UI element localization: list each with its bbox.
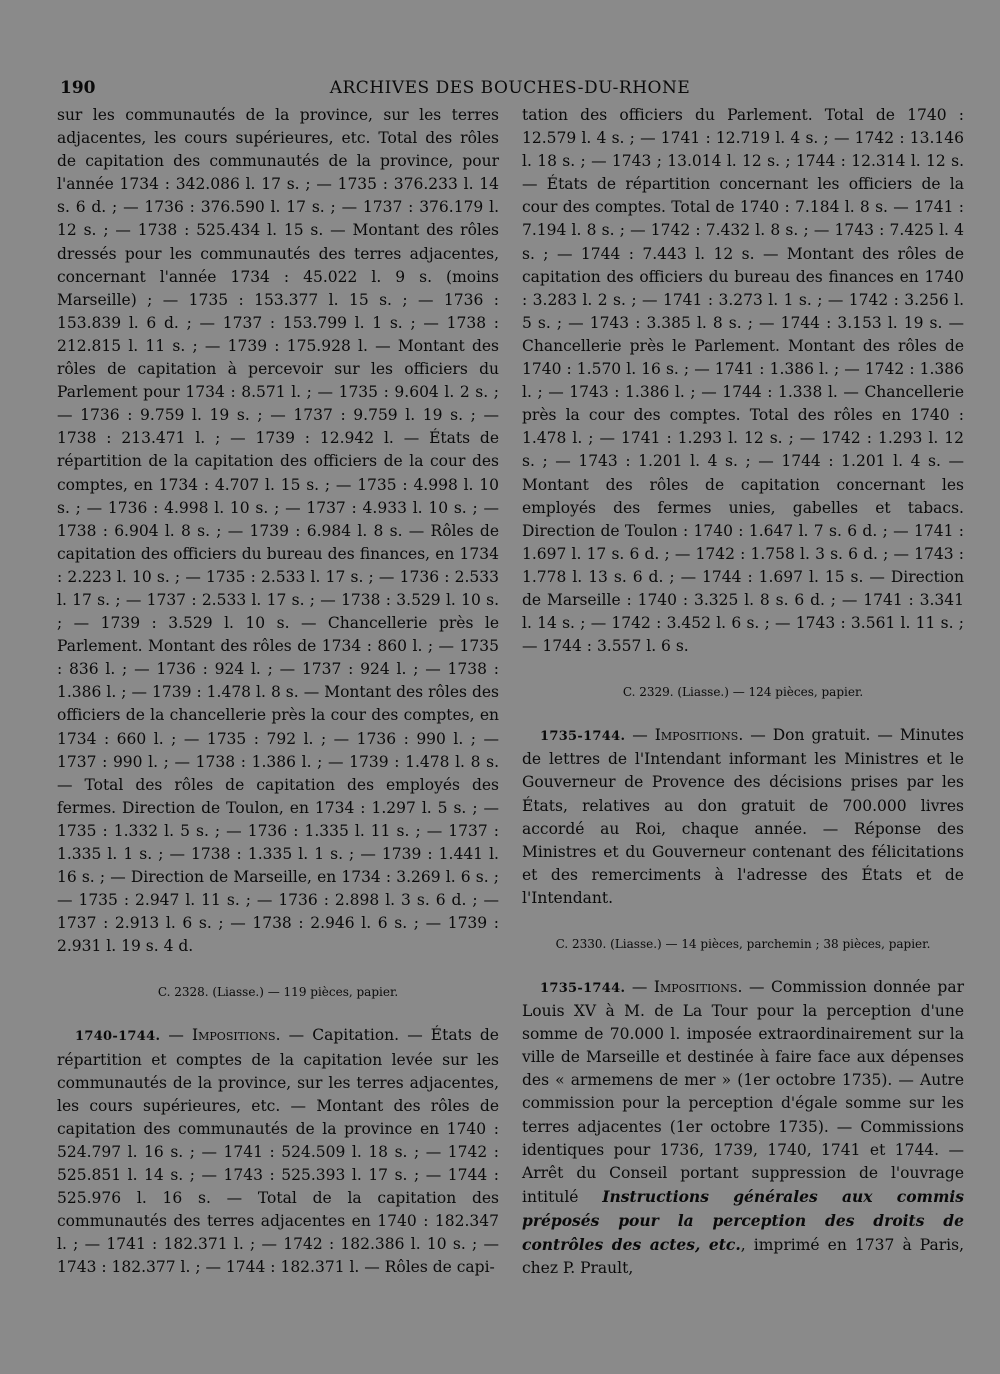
entry-body: — Capitation. — États de répartition et comptes de la capitation levée sur les communautés de la province, sur les terres adjacentes, les cours supérieures, etc. — Montant des rôles de capitation des communautés de la province en 1740 : 524.797 l. 16 s. ; — 1741 : 524.509 l. 18 s. ; — 1742 : 525.851 l. 14 s. ; — 1743 : 525.393 l. 17 s. ; — 1744 : 525.976 l. 16 s. — Total de la capitation des communautés des terres adjacentes en 1740 : 182.347 l. ; — 1741 : 182.371 l. ; — 1742 : 182.386 l. 10 s. ; — 1743 : 182.377 l. ; — 1744 : 182.371 l. — Rôles de capi-	[57, 1026, 499, 1277]
entry-heading: Impositions.	[654, 726, 744, 745]
entry-date: 1735-1744.	[540, 729, 626, 745]
entry-body: — Commission donnée par Louis XV à M. de La Tour pour la perception d'une somme de 70.000 l. imposée extraordinairement sur la ville de Marseille et destinée à faire face aux dépenses des « armemens de mer » (1er octobre 1735). — Autre commission pour la perception d'égale somme sur les terres adjacentes (1er octobre 1735). — Commissions identiques pour 1736, 1739, 1740, 1741 et 1744. — Arrêt du Conseil portant suppression de l'ouvrage intitulé	[522, 978, 964, 1206]
entry-heading: Impositions.	[653, 978, 743, 996]
page-number: 190	[60, 78, 96, 98]
archive-reference: C. 2329. (Liasse.) — 124 pièces, papier.	[622, 685, 864, 700]
right-column	[522, 104, 964, 1280]
archive-entry: 1735-1744. — Impositions. — Don gratuit. — Minutes de lettres de l'Intendant informant les Ministres et le Gouverneur de Provence des décisions prises par les États, relatives au don gratuit de 700.000 livres accordé au Roi, chaque année. — Réponse des Ministres et du Gouverneur contenant des félicitations et des remerciments à l'adresse des États et de l'Intendant.	[522, 726, 964, 907]
entry-date: 1735-1744.	[540, 981, 626, 996]
archive-reference: C. 2328. (Liasse.) — 119 pièces, papier.	[157, 985, 399, 1000]
archive-reference: C. 2330. (Liasse.) — 14 pièces, parchemin ; 38 pièces, papier.	[555, 937, 931, 951]
archive-entry: 1735-1744. — Impositions. — Commission donnée par Louis XV à M. de La Tour pour la perception d'une somme de 70.000 l. imposée extraordinairement sur la ville de Marseille et destinée à faire face aux dépenses des « armemens de mer » (1er octobre 1735). — Autre commission pour la perception d'égale somme sur les terres adjacentes (1er octobre 1735). — Commissions identiques pour 1736, 1739, 1740, 1741 et 1744. — Arrêt du Conseil portant suppression de l'ouvrage intitulé Instructions générales aux commis préposés pour la perception des droits de contrôles des actes, etc., imprimé en 1737 à Paris, chez P. Prault,	[522, 978, 964, 1278]
entry-body: — Don gratuit. — Minutes de lettres de l'Intendant informant les Ministres et le Gouverneur de Provence des décisions prises par les États, relatives au don gratuit de 700.000 livres accordé au Roi, chaque année. — Réponse des Ministres et du Gouverneur contenant des félicitations et des remerciments à l'adresse des États et de l'Intendant.	[522, 726, 964, 907]
archive-entry: 1740-1744. — Impositions. — Capitation. — États de répartition et comptes de la capitation levée sur les communautés de la province, sur les terres adjacentes, les cours supérieures, etc. — Montant des rôles de capitation des communautés de la province en 1740 : 524.797 l. 16 s. ; — 1741 : 524.509 l. 18 s. ; — 1742 : 525.851 l. 14 s. ; — 1743 : 525.393 l. 17 s. ; — 1744 : 525.976 l. 16 s. — Total de la capitation des communautés des terres adjacentes en 1740 : 182.347 l. ; — 1741 : 182.371 l. ; — 1742 : 182.386 l. 10 s. ; — 1743 : 182.377 l. ; — 1744 : 182.371 l. — Rôles de capi-	[57, 1026, 499, 1277]
page-header	[60, 78, 960, 102]
book-title: Instructions générales aux commis préposés pour la perception des droits de contrôles des actes, etc.	[522, 1186, 964, 1255]
continued-paragraph: tation des officiers du Parlement. Total de 1740 : 12.579 l. 4 s. ; — 1741 : 12.719 l. 4 s. ; — 1742 : 13.146 l. 18 s. ; — 1743 ; 13.014 l. 12 s. ; 1744 : 12.314 l. 12 s. — États de répartition concernant les officiers de la cour des comptes. Total de 1740 : 7.184 l. 8 s. — 1741 : 7.194 l. 8 s. ; — 1742 : 7.432 l. 8 s. ; — 1743 : 7.425 l. 4 s. ; — 1744 : 7.443 l. 12 s. — Montant des rôles de capitation des officiers du bureau des finances en 1740 : 3.283 l. 2 s. ; — 1741 : 3.273 l. 1 s. ; — 1742 : 3.256 l. 5 s. ; — 1743 : 3.385 l. 8 s. ; — 1744 : 3.153 l. 19 s. — Chancellerie près le Parlement. Montant des rôles de 1740 : 1.570 l. 16 s. ; — 1741 : 1.386 l. ; — 1742 : 1.386 l. ; — 1743 : 1.386 l. ; — 1744 : 1.338 l. — Chancellerie près la cour des comptes. Total des rôles en 1740 : 1.478 l. ; — 1741 : 1.293 l. 12 s. ; — 1742 : 1.293 l. 12 s. ; — 1743 : 1.201 l. 4 s. ; — 1744 : 1.201 l. 4 s. — Montant des rôles de capitation concernant les employés des fermes unies, gabelles et tabacs. Direction de Toulon : 1740 : 1.647 l. 7 s. 6 d. ; — 1741 : 1.697 l. 17 s. 6 d. ; — 1742 : 1.758 l. 3 s. 6 d. ; — 1743 : 1.778 l. 13 s. 6 d. ; — 1744 : 1.697 l. 15 s. — Direction de Marseille : 1740 : 3.325 l. 8 s. 6 d. ; — 1741 : 3.341 l. 14 s. ; — 1742 : 3.452 l. 6 s. ; — 1743 : 3.561 l. 11 s. ; — 1744 : 3.557 l. 6 s.	[522, 106, 964, 656]
running-title: ARCHIVES DES BOUCHES-DU-RHONE	[329, 78, 691, 98]
left-column	[57, 104, 499, 1280]
entry-body-end: , imprimé en 1737 à Paris, chez P. Prault,	[522, 1236, 964, 1278]
continued-paragraph: sur les communautés de la province, sur les terres adjacentes, les cours supérieures, etc. Total des rôles de capitation des communautés de la province, pour l'année 1734 : 342.086 l. 17 s. ; — 1735 : 376.233 l. 14 s. 6 d. ; — 1736 : 376.590 l. 17 s. ; — 1737 : 376.179 l. 12 s. ; — 1738 : 525.434 l. 15 s. — Montant des rôles dressés pour les communautés des terres adjacentes, concernant l'année 1734 : 45.022 l. 9 s. (moins Marseille) ; — 1735 : 153.377 l. 15 s. ; — 1736 : 153.839 l. 6 d. ; — 1737 : 153.799 l. 1 s. ; — 1738 : 212.815 l. 11 s. ; — 1739 : 175.928 l. — Montant des rôles de capitation à percevoir sur les officiers du Parlement pour 1734 : 8.571 l. ; — 1735 : 9.604 l. 2 s. ; — 1736 : 9.759 l. 19 s. ; — 1737 : 9.759 l. 19 s. ; — 1738 : 213.471 l. ; — 1739 : 12.942 l. — États de répartition de la capitation des officiers de la cour des comptes, en 1734 : 4.707 l. 15 s. ; — 1735 : 4.998 l. 10 s. ; — 1736 : 4.998 l. 10 s. ; — 1737 : 4.933 l. 10 s. ; — 1738 : 6.904 l. 8 s. ; — 1739 : 6.984 l. 8 s. — Rôles de capitation des officiers du bureau des finances, en 1734 : 2.223 l. 10 s. ; — 1735 : 2.533 l. 17 s. ; — 1736 : 2.533 l. 17 s. ; — 1737 : 2.533 l. 17 s. ; — 1738 : 3.529 l. 10 s. ; — 1739 : 3.529 l. 10 s. — Chancellerie près le Parlement. Montant des rôles de 1734 : 860 l. ; — 1735 : 836 l. ; — 1736 : 924 l. ; — 1737 : 924 l. ; — 1738 : 1.386 l. ; — 1739 : 1.478 l. 8 s. — Montant des rôles des officiers de la chancellerie près la cour des comptes, en 1734 : 660 l. ; — 1735 : 792 l. ; — 1736 : 990 l. ; — 1737 : 990 l. ; — 1738 : 1.386 l. ; — 1739 : 1.478 l. 8 s. — Total des rôles de capitation des employés des fermes. Direction de Toulon, en 1734 : 1.297 l. 5 s. ; — 1735 : 1.332 l. 5 s. ; — 1736 : 1.335 l. 11 s. ; — 1737 : 1.335 l. 1 s. ; — 1738 : 1.335 l. 1 s. ; — 1739 : 1.441 l. 16 s. ; — Direction de Marseille, en 1734 : 3.269 l. 6 s. ; — 1735 : 2.947 l. 11 s. ; — 1736 : 2.898 l. 3 s. 6 d. ; — 1737 : 2.913 l. 6 s. ; — 1738 : 2.946 l. 6 s. ; — 1739 : 2.931 l. 19 s. 4 d.	[57, 106, 499, 956]
entry-date: 1740-1744.	[75, 1029, 161, 1045]
entry-heading: Impositions.	[192, 1026, 281, 1045]
